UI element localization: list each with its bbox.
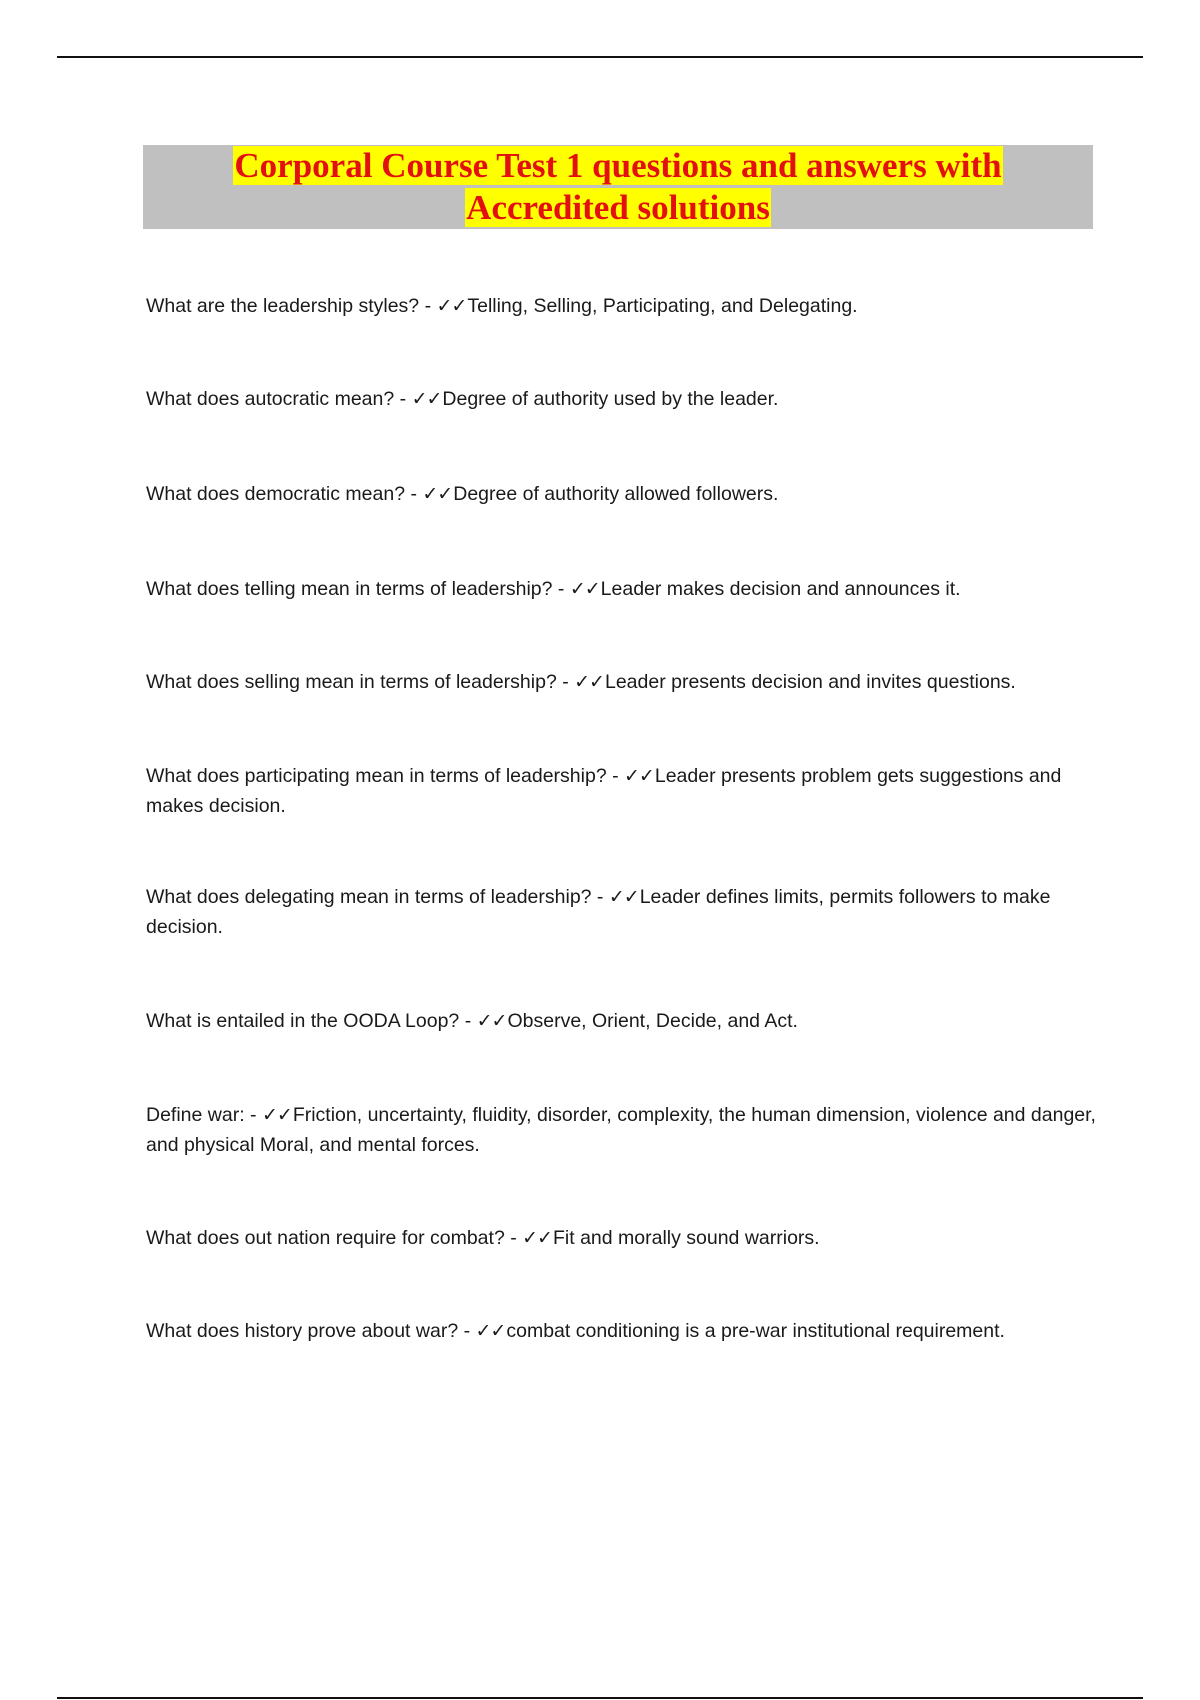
qa-item <box>146 882 1096 942</box>
document-title <box>143 145 1093 229</box>
double-check-icon: ✓✓ <box>422 483 453 505</box>
qa-item <box>146 384 1096 414</box>
qa-item <box>146 574 1096 604</box>
qa-item <box>146 1316 1096 1346</box>
question-text: What does history prove about war? <box>146 1320 459 1342</box>
qa-item <box>146 667 1096 697</box>
double-check-icon: ✓✓ <box>436 295 467 317</box>
double-check-icon: ✓✓ <box>569 578 600 600</box>
answer-text: Telling, Selling, Participating, and Delegating. <box>467 295 858 317</box>
question-text: What does participating mean in terms of leadership? <box>146 765 607 787</box>
double-check-icon: ✓✓ <box>261 1104 292 1126</box>
question-text: What does delegating mean in terms of leadership? <box>146 886 592 908</box>
question-text: What does autocratic mean? <box>146 388 395 410</box>
separator: - <box>405 483 423 505</box>
question-text: What is entailed in the OODA Loop? <box>146 1010 460 1032</box>
separator: - <box>552 578 570 600</box>
double-check-icon: ✓✓ <box>475 1320 506 1342</box>
question-text: What does telling mean in terms of leadership? <box>146 578 553 600</box>
separator: - <box>419 295 437 317</box>
question-text: What are the leadership styles? <box>146 295 420 317</box>
separator: - <box>244 1104 262 1126</box>
qa-item <box>146 1223 1096 1253</box>
double-check-icon: ✓✓ <box>522 1227 552 1249</box>
qa-item <box>146 1100 1096 1160</box>
separator: - <box>394 388 412 410</box>
separator: - <box>459 1010 477 1032</box>
separator: - <box>458 1320 476 1342</box>
answer-text: Leader defines limits, permits followers to make decision. <box>146 886 1051 938</box>
qa-item <box>146 1006 1096 1036</box>
separator: - <box>606 765 625 787</box>
separator: - <box>591 886 609 908</box>
title-line-2: Accredited solutions <box>466 188 770 227</box>
question-text: What does democratic mean? <box>146 483 406 505</box>
answer-text: Degree of authority used by the leader. <box>442 388 779 410</box>
answer-text: Fit and morally sound warriors. <box>552 1227 820 1249</box>
qa-item <box>146 761 1096 821</box>
title-line-1: Corporal Course Test 1 questions and answers with <box>234 146 1002 185</box>
separator: - <box>504 1227 523 1249</box>
question-text: Define war: <box>146 1104 245 1126</box>
qa-item <box>146 291 1096 321</box>
separator: - <box>556 671 575 693</box>
answer-text: Observe, Orient, Decide, and Act. <box>507 1010 798 1032</box>
header-rule <box>57 56 1143 58</box>
question-text: What does selling mean in terms of leadership? <box>146 671 557 693</box>
answer-text: Friction, uncertainty, fluidity, disorder, complexity, the human dimension, violence and danger, and physical Moral, and mental forces. <box>146 1104 1096 1156</box>
answer-text: Leader presents decision and invites questions. <box>604 671 1016 693</box>
double-check-icon: ✓✓ <box>411 388 442 410</box>
question-text: What does out nation require for combat? <box>146 1227 505 1249</box>
double-check-icon: ✓✓ <box>476 1010 507 1032</box>
double-check-icon: ✓✓ <box>574 671 604 693</box>
qa-item <box>146 479 1096 509</box>
double-check-icon: ✓✓ <box>624 765 654 787</box>
double-check-icon: ✓✓ <box>608 886 639 908</box>
answer-text: Leader presents problem gets suggestions and makes decision. <box>146 765 1062 817</box>
footer-rule <box>57 1697 1143 1699</box>
answer-text: Degree of authority allowed followers. <box>453 483 779 505</box>
answer-text: Leader makes decision and announces it. <box>600 578 961 600</box>
answer-text: combat conditioning is a pre-war institutional requirement. <box>506 1320 1005 1342</box>
